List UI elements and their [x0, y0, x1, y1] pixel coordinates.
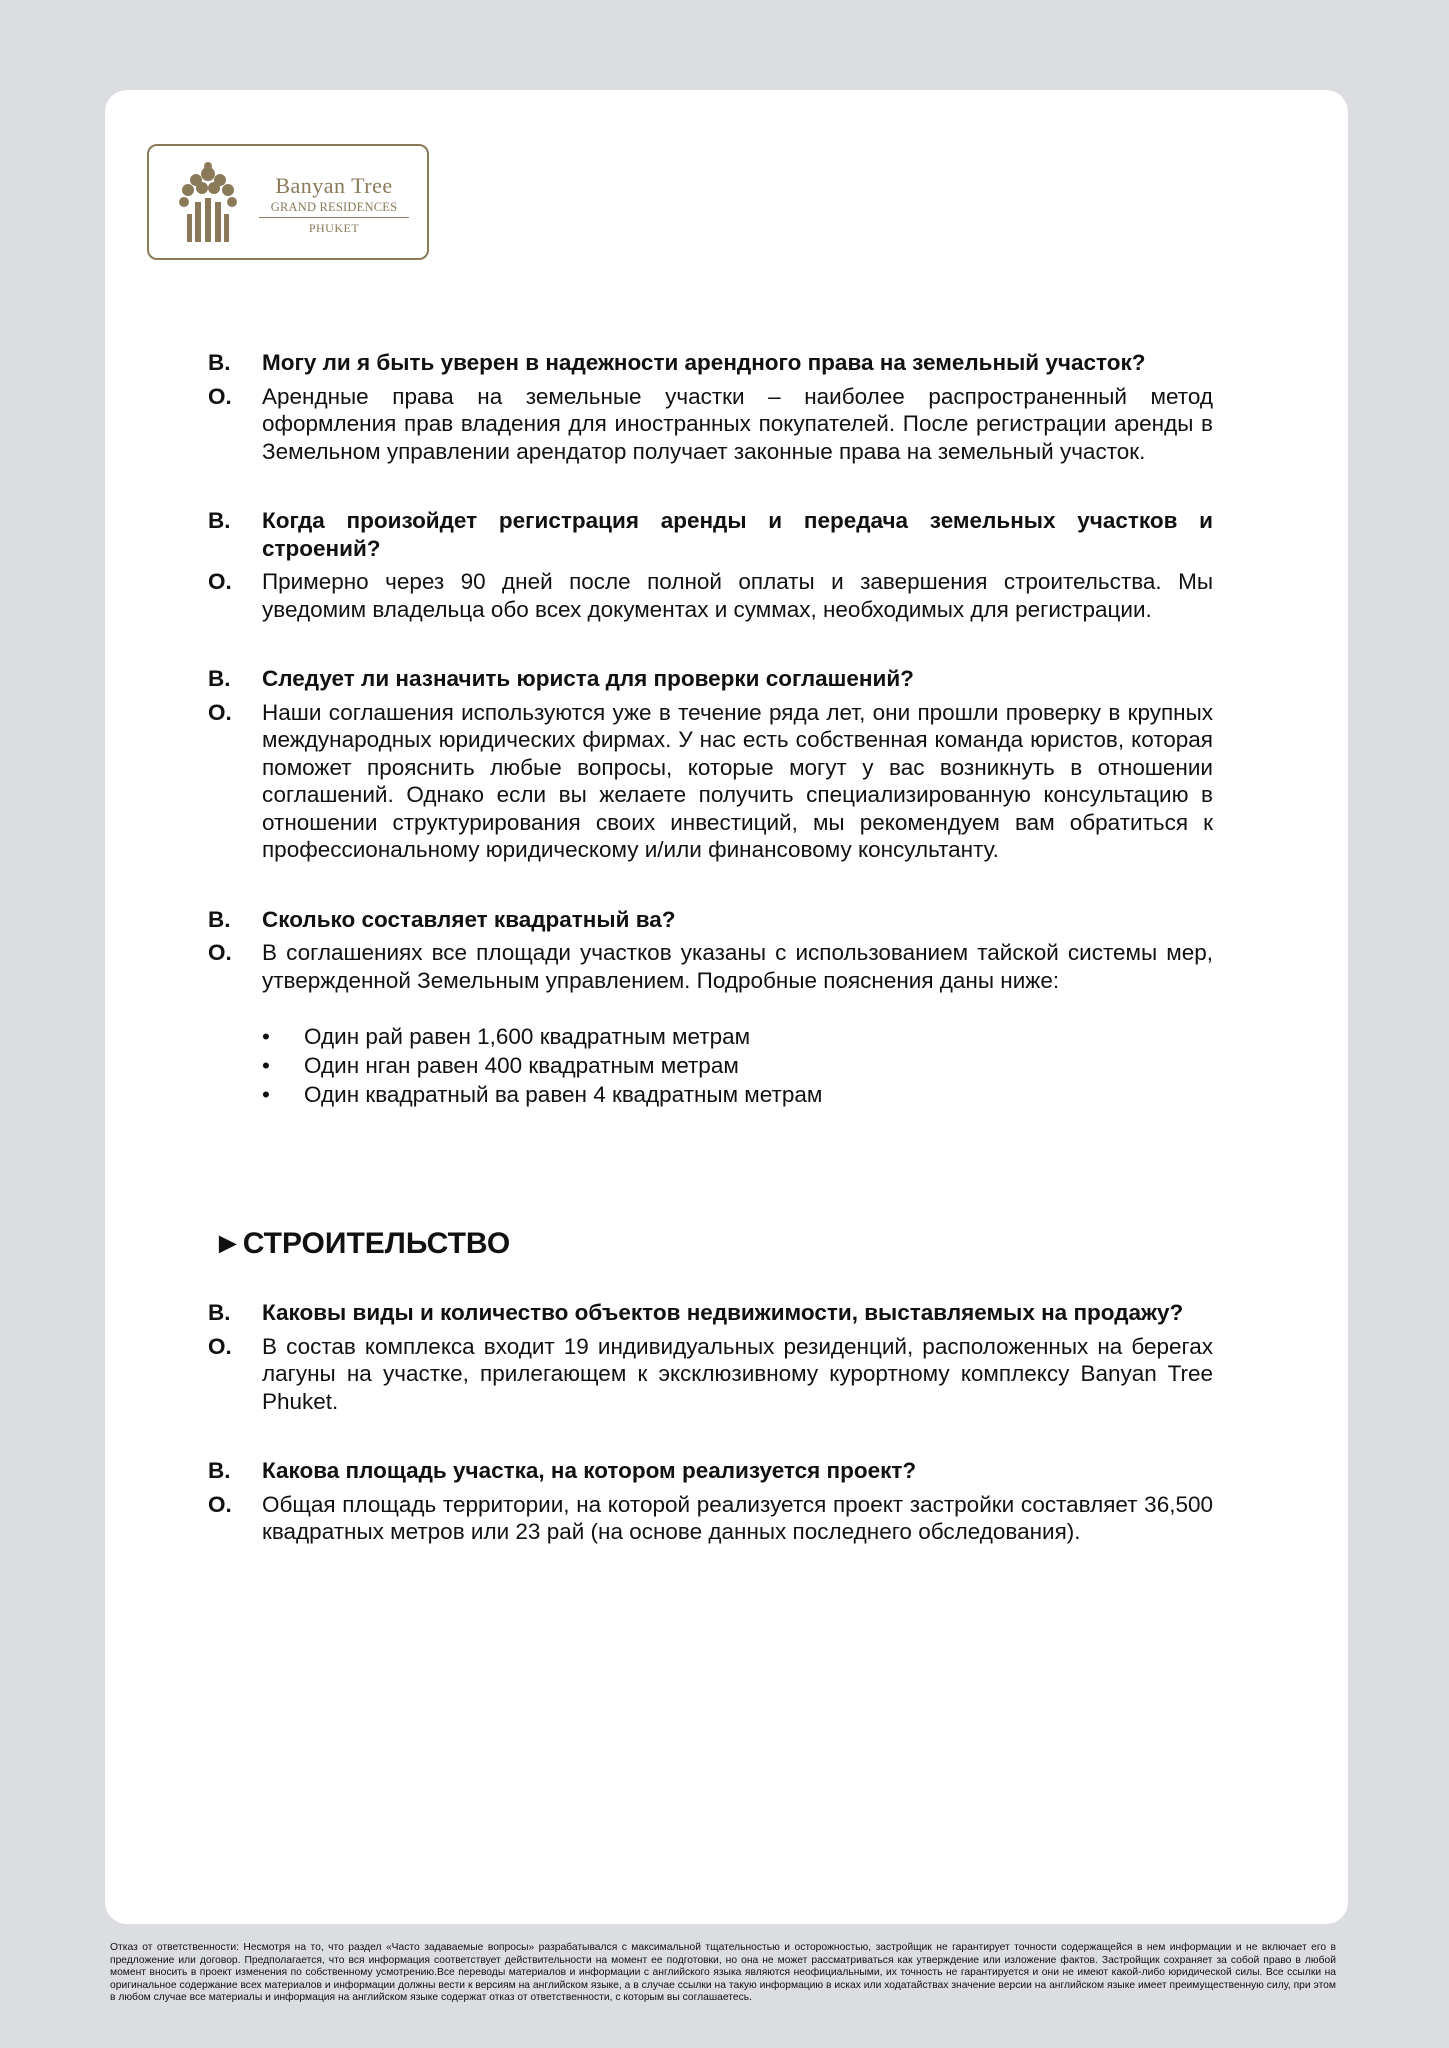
question-text: Сколько составляет квадратный ва?	[262, 906, 676, 932]
answer-text: Наши соглашения используются уже в течение ряда лет, они прошли проверку в крупных международных юридических фирмах. У нас есть собственная команда юристов, которая поможет прояснить любые вопросы, которые могут у вас возникнуть в отношении соглашений. Однако если вы желаете получить специализированную консультацию в отношении структурирования своих инвестиций, мы рекомендуем вам обратиться к профессиональному юридическому и/или финансовому консультанту.	[262, 699, 1213, 862]
answer-text: В соглашениях все площади участков указаны с использованием тайской системы мер, утвержденной Земельным управлением. Подробные пояснения даны ниже:	[262, 940, 1213, 993]
question-label: В.	[208, 350, 231, 375]
disclaimer-text: Отказ от ответственности: Несмотря на то, что раздел «Часто задаваемые вопросы» разрабатывался с максимальной тщательностью и осторожностью, застройщик не гарантирует точности содержащейся в нем информации и не включает его в предложение или договор. Предполагается, что вся информация соответствует действительности на момент ее подготовки, но она не может рассматриваться как утверждение или изложение фактов. Застройщик сохраняет за собой право в любой момент вносить в проект изменения по собственному усмотрению.Все переводы материалов и информации с английского языка являются неофициальными, их точность не гарантируется и они не имеют какой-либо юридической силы. Все ссылки на оригинальное содержание всех материалов и информации должны вести к версиям на английском языке, а в случае ссылки на такую информацию в исках или ходатайствах значение версии на английском языке имеет преимущественную силу, при этом в любом случае все материалы и информация на английском языке содержат отказ от ответственности, с которым вы соглашаетесь.	[110, 1942, 1336, 2004]
question-label: В.	[208, 1300, 231, 1325]
faq-item	[208, 906, 1213, 1110]
bullet-icon: •	[262, 1082, 270, 1107]
answer-label: О.	[208, 1491, 232, 1517]
faq-content	[208, 349, 1213, 1588]
answer-label: О.	[208, 1333, 232, 1359]
bullet-icon: •	[262, 1024, 270, 1049]
list-item-text: Один нган равен 400 квадратным метрам	[304, 1053, 739, 1078]
answer-text: Общая площадь территории, на которой реализуется проект застройки составляет 36,500 квадратных метров или 23 рай (на основе данных последнего обследования).	[262, 1491, 1213, 1544]
answer	[208, 383, 1213, 466]
answer	[208, 1333, 1213, 1416]
answer-text: В состав комплекса входит 19 индивидуальных резиденций, расположенных на берегах лагуны на участке, прилегающем к эксклюзивному курортному комплексу Banyan Tree Phuket.	[262, 1333, 1213, 1414]
question	[208, 665, 1213, 693]
list-item	[262, 1022, 1213, 1051]
question-text: Могу ли я быть уверен в надежности арендного права на земельный участок?	[262, 350, 1146, 375]
logo-line-2: GRAND RESIDENCES	[270, 200, 398, 214]
question-label: В.	[208, 508, 231, 533]
answer-label: О.	[208, 940, 232, 965]
answer-text: Примерно через 90 дней после полной оплаты и завершения строительства. Мы уведомим владельца обо всех документах и суммах, необходимых для регистрации.	[262, 569, 1213, 622]
answer-text: Арендные права на земельные участки – наиболее распространенный метод оформления прав владения для иностранных покупателей. После регистрации аренды в Земельном управлении арендатор получает законные права на земельный участок.	[262, 383, 1213, 464]
list-item	[262, 1051, 1213, 1080]
banyan-tree-logo	[147, 144, 429, 260]
unit-list	[208, 1022, 1213, 1109]
section-title: СТРОИТЕЛЬСТВО	[242, 1227, 511, 1260]
question-label: В.	[208, 666, 231, 691]
question	[208, 507, 1213, 562]
list-item	[262, 1080, 1213, 1109]
list-item-text: Один рай равен 1,600 квадратным метрам	[304, 1024, 751, 1049]
question-text: Следует ли назначить юриста для проверки соглашений?	[262, 666, 914, 691]
faq-item	[208, 349, 1213, 465]
question-label: В.	[208, 906, 231, 932]
section-heading	[213, 1227, 1213, 1261]
question-text: Когда произойдет регистрация аренды и передача земельных участков и строений?	[262, 508, 1213, 561]
question	[208, 906, 1213, 934]
answer-label: О.	[208, 569, 232, 594]
question-label: В.	[208, 1458, 231, 1483]
logo-line-1: Banyan Tree	[275, 173, 393, 198]
bullet-icon: •	[262, 1053, 270, 1078]
logo-line-3: PHUKET	[308, 221, 360, 235]
answer-label: О.	[208, 699, 232, 725]
question	[208, 349, 1213, 377]
answer	[208, 568, 1213, 623]
faq-item	[208, 1457, 1213, 1546]
question-text: Какова площадь участка, на котором реализуется проект?	[262, 1458, 917, 1483]
answer	[208, 1491, 1213, 1546]
answer	[208, 699, 1213, 864]
logo-text	[255, 174, 413, 236]
faq-item	[208, 507, 1213, 623]
faq-item	[208, 665, 1213, 864]
tree-icon	[177, 162, 239, 244]
list-item-text: Один квадратный ва равен 4 квадратным метрам	[304, 1082, 823, 1107]
question	[208, 1299, 1213, 1327]
question	[208, 1457, 1213, 1485]
triangle-right-icon: ►	[213, 1227, 243, 1260]
faq-item	[208, 1299, 1213, 1415]
answer	[208, 939, 1213, 994]
question-text: Каковы виды и количество объектов недвижимости, выставляемых на продажу?	[262, 1300, 1184, 1325]
answer-label: О.	[208, 383, 232, 409]
logo-divider	[259, 217, 409, 218]
